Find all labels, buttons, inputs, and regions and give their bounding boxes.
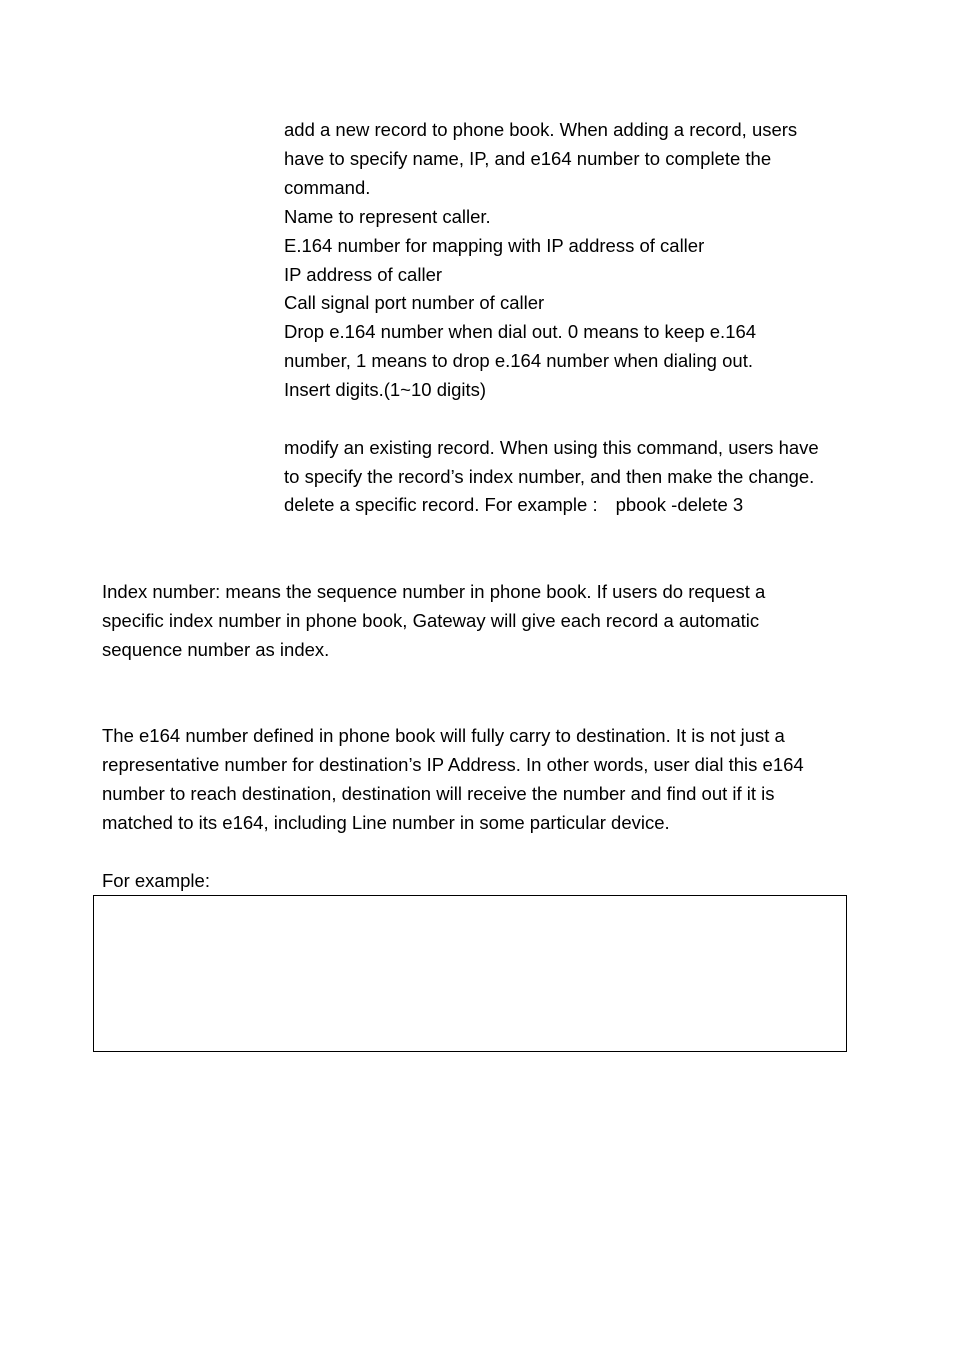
e164-note-line-2: representative number for destination’s IP Address. In other words, user dial this e164	[102, 754, 804, 775]
e164-note-line-1: The e164 number defined in phone book will fully carry to destination. It is not just a	[102, 725, 785, 746]
add-description-line-1: add a new record to phone book. When adding a record, users	[284, 119, 798, 140]
example-label: For example:	[102, 870, 210, 891]
add-description-line-2: have to specify name, IP, and e164 number to complete the	[284, 148, 772, 169]
drop-description-line-1: Drop e.164 number when dial out. 0 means to keep e.164	[284, 321, 757, 342]
e164-description: E.164 number for mapping with IP address of caller	[284, 235, 705, 256]
e164-note-line-3: number to reach destination, destination will receive the number and find out if it is	[102, 783, 775, 804]
delete-description	[284, 495, 743, 515]
e164-note-line-4: matched to its e164, including Line number in some particular device.	[102, 812, 670, 833]
example-box	[93, 895, 847, 1052]
insert-description: Insert digits.(1~10 digits)	[284, 379, 487, 400]
add-description-line-3: command.	[284, 177, 371, 198]
index-note-line-1: Index number: means the sequence number in phone book. If users do request a	[102, 581, 766, 602]
index-note-line-2: specific index number in phone book, Gateway will give each record a automatic	[102, 610, 760, 631]
modify-description-line-1: modify an existing record. When using this command, users have	[284, 437, 819, 458]
delete-example-command: pbook -delete 3	[615, 494, 744, 515]
drop-description-line-2: number, 1 means to drop e.164 number when dialing out.	[284, 350, 753, 371]
index-note-line-3: sequence number as index.	[102, 639, 330, 660]
port-description: Call signal port number of caller	[284, 292, 545, 313]
modify-description-line-2: to specify the record’s index number, and then make the change.	[284, 466, 815, 487]
name-description: Name to represent caller.	[284, 206, 491, 227]
delete-description-text: delete a specific record. For example :	[284, 494, 598, 515]
ip-description: IP address of caller	[284, 264, 443, 285]
